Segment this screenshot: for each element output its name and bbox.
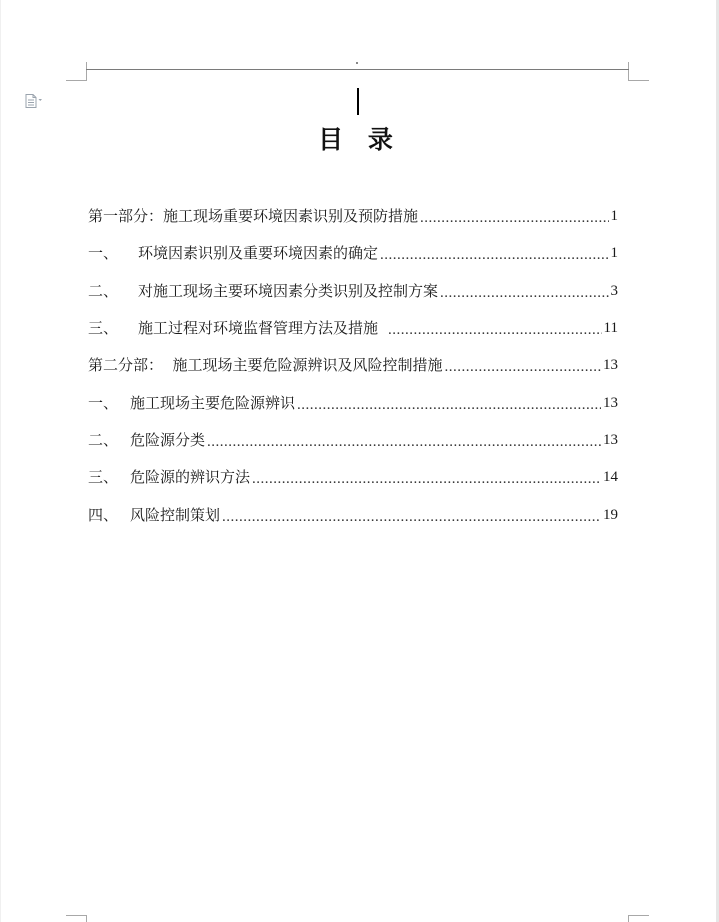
crop-mark-top-left-v bbox=[86, 62, 87, 81]
toc-page-number: 11 bbox=[603, 320, 618, 336]
toc-leader bbox=[222, 510, 601, 524]
toc-page-number: 3 bbox=[610, 283, 618, 299]
toc-entry[interactable] bbox=[88, 278, 618, 300]
toc-entry-text: 危险源分类 bbox=[130, 431, 206, 449]
toc-entry-number: 四、 bbox=[88, 506, 119, 524]
toc-leader bbox=[420, 211, 608, 225]
crop-mark-top-right-v bbox=[628, 62, 629, 81]
crop-mark-bottom-left-v bbox=[86, 915, 87, 922]
toc-page-number: 14 bbox=[603, 469, 618, 485]
toc-leader bbox=[380, 248, 608, 262]
toc-entry-text: 第二分部： 施工现场主要危险源辨识及风险控制措施 bbox=[88, 356, 443, 374]
toc-entry-text: 危险源的辨识方法 bbox=[130, 468, 251, 486]
toc-leader bbox=[252, 472, 601, 486]
toc-entry[interactable] bbox=[88, 240, 618, 262]
toc-leader bbox=[388, 323, 602, 337]
toc-leader bbox=[445, 360, 601, 374]
paragraph-layout-icon[interactable] bbox=[25, 93, 43, 107]
toc-page-number: 1 bbox=[610, 208, 618, 224]
toc-page-number: 19 bbox=[603, 507, 618, 523]
toc-entry[interactable] bbox=[88, 464, 618, 486]
text-cursor bbox=[357, 88, 359, 115]
toc-entry[interactable] bbox=[88, 315, 618, 337]
toc-page-number: 13 bbox=[603, 395, 618, 411]
toc-leader bbox=[440, 286, 608, 300]
toc-entry-number: 三、 bbox=[88, 319, 119, 337]
header-marker bbox=[356, 62, 358, 64]
toc-entry-text: 环境因素识别及重要环境因素的确定 bbox=[138, 244, 379, 262]
toc-entry[interactable] bbox=[88, 502, 618, 524]
crop-mark-bottom-left-h bbox=[66, 915, 86, 916]
toc-entry-text: 风险控制策划 bbox=[130, 506, 221, 524]
toc-entry-text: 施工过程对环境监督管理方法及措施 bbox=[138, 319, 379, 337]
toc-entry[interactable] bbox=[88, 427, 618, 449]
toc-page-number: 13 bbox=[603, 432, 618, 448]
toc-page-number: 1 bbox=[610, 245, 618, 261]
toc-entry-text: 第一部分：施工现场重要环境因素识别及预防措施 bbox=[88, 207, 419, 225]
crop-mark-bottom-right-h bbox=[629, 915, 649, 916]
toc-leader bbox=[207, 435, 601, 449]
toc-entry-number: 二、 bbox=[88, 431, 119, 449]
toc-entry-text: 施工现场主要危险源辨识 bbox=[130, 394, 296, 412]
toc-entry-number: 一、 bbox=[88, 394, 119, 412]
toc-title: 目 录 bbox=[318, 125, 401, 154]
crop-mark-bottom-right-v bbox=[628, 915, 629, 922]
header-rule bbox=[86, 69, 629, 70]
crop-mark-top-right-h bbox=[629, 80, 649, 81]
toc-entry-text: 对施工现场主要环境因素分类识别及控制方案 bbox=[138, 282, 439, 300]
toc-page-number: 13 bbox=[603, 357, 618, 373]
toc-entry-number: 二、 bbox=[88, 282, 119, 300]
toc-entry[interactable] bbox=[88, 390, 618, 412]
crop-mark-top-left-h bbox=[66, 80, 86, 81]
toc-entry-number: 一、 bbox=[88, 244, 119, 262]
toc-entry[interactable] bbox=[88, 352, 618, 374]
toc-entry-number: 三、 bbox=[88, 468, 119, 486]
toc-leader bbox=[297, 398, 601, 412]
toc-entry[interactable] bbox=[88, 203, 618, 225]
